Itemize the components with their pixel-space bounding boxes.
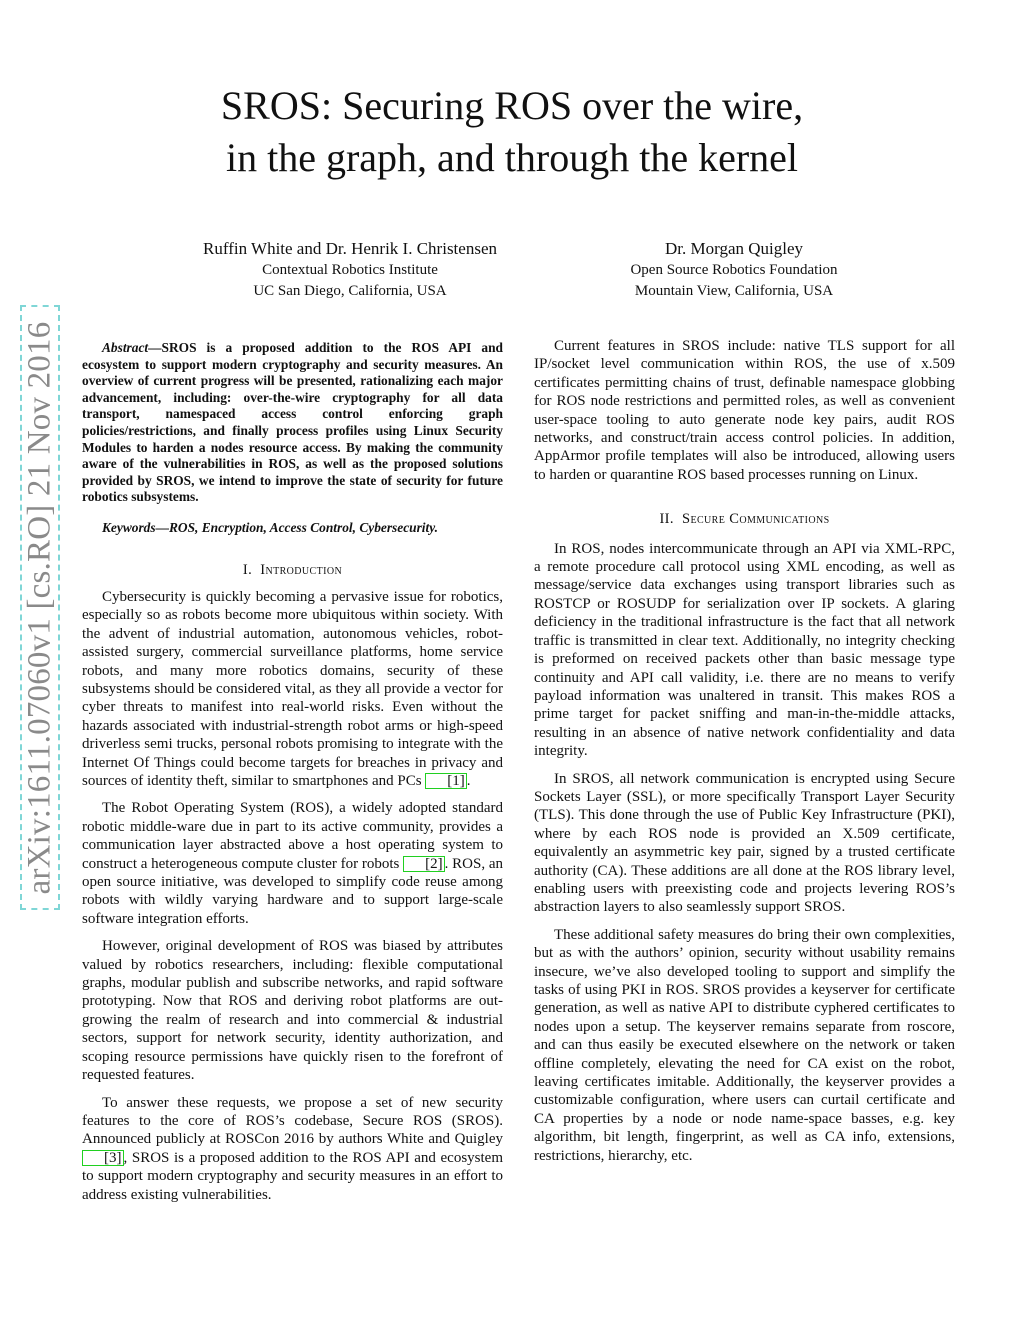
abstract-text: —SROS is a proposed addition to the ROS API and ecosystem to support modern cryptography and security measures. An overview of current progress will be presented, rationalizing each major advancement, including: over-the-wire cryptography for all data transport, namespaced access control enforcing graph policies/restrictions, and finally process profiles using Linux Security Modules to harden a nodes resource access. By making the community aware of the vulnerabilities in ROS, as well as the proposed solutions provided by SROS, we intend to improve the state of security for future robotics subsystems.	[82, 340, 503, 505]
keywords-text: —ROS, Encryption, Access Control, Cybersecurity.	[155, 519, 439, 535]
citation-number: 3	[109, 1149, 117, 1166]
keywords	[82, 520, 503, 537]
paragraph-text: .	[466, 773, 471, 789]
title-line-2: in the graph, and through the kernel	[225, 135, 799, 180]
paragraph-text: Cybersecurity is quickly becoming a pervasive issue for robotics, especially so as robots become more ubiquitous within society. With the advent of industrial automation, autonomous vehicles, robot-assisted surgery, commercial surveillance platforms, home service robots, and many more robotics domains, security of these subsystems should be considered vital, as they all provide a vector for cyber threats to manifest into real-world risks. Even without the hazards associated with industrial-strength robot arms or high-speed driverless semi trucks, personal robots promising to integrate with the Internet Of Things could become targets for breaches in privacy and sources of identity theft, similar to smartphones and PCs	[82, 588, 503, 789]
intro-paragraph	[82, 1094, 503, 1204]
author-names: Dr. Morgan Quigley	[664, 239, 804, 258]
author-block-left	[150, 238, 550, 302]
citation-link[interactable]: [2]	[403, 856, 445, 872]
arxiv-id: arXiv:1611.07060v1 [cs.RO] 21 Nov 2016	[21, 321, 58, 894]
section-number: II.	[659, 511, 674, 528]
arxiv-stamp	[20, 305, 60, 910]
secure-comm-paragraph: These additional safety measures do bring their own complexities, but as with the authors’ opinion, security without usability remains insecure, we’ve also developed tooling to support and simplify the tasks of using PKI in ROS. SROS provides a keyserver for certificate generation, as well as native API to distribute cyphered certificates to nodes upon a setup. The keyserver remains separate from roscore, and can thus easily be executed elsewhere on the network or taken offline completely, elevating the need for CA exist on the robot, leaving certificates imitable. Additionally, the keyserver provides a customizable configuration, where users can curtail certificate and CA properties by a node or node name-space basses, e.g. key algorithm, bit length, fingerprint, as well as CA info, extensions, restrictions, hierarchy, etc.	[534, 926, 955, 1164]
features-paragraph: Current features in SROS include: native TLS support for all IP/socket level communication within ROS, the use of x.509 certificates permitting chains of trust, definable namespace globbing for ROS node restrictions and permitted roles, as well as convenient user-space tooling to auto generate node key pairs, audit ROS networks, and construct/train access control policies. In addition, AppArmor profile templates will also be introduced, allowing users to harden or quarantine ROS based processes running on Linux.	[534, 338, 955, 483]
author-names: Ruffin White and Dr. Henrik I. Christensen	[203, 239, 497, 258]
abstract-label: Abstract	[102, 340, 149, 355]
author-affiliation: Open Source Robotics Foundation	[630, 262, 838, 278]
paragraph-text: , SROS is a proposed addition to the ROS API and ecosystem to support modern cryptography and security measures in an effort to address existing vulnerabilities.	[82, 1149, 503, 1203]
secure-comm-paragraph: In SROS, all network communication is encrypted using Secure Sockets Layer (SSL), or more specifically Transport Layer Security (TLS). This done through the use of Public Key Infrastructure (PKI), where by each ROS node is provided an X.509 certificate, equivalently an asymmetric key pair, signed by a trusted certificate authority (CA). These additions are all done at the ROS library level, enabling users with preexisting code and projects levering ROS’s abstraction layers to also seamlessly support SROS.	[534, 770, 955, 916]
secure-comm-paragraph: In ROS, nodes intercommunicate through an API via XML-RPC, a remote procedure call protocol using XML encoding, as well as message/service data exchanges using transport libraries such as ROSTCP or ROSUDP for serialization over IP sockets. A glaring deficiency in the traditional infrastructure is the fact that all network traffic is transmitted in clear text. Additionally, no integrity checking is preformed on received packets other than basic message type continuity and API call validity, i.e. there are no means to verify payload information was unaltered in transit. This makes ROS a prime target for packet sniffing and man-in-the-middle attacks, resulting in an absence of native network confidentiality and data integrity.	[534, 540, 955, 760]
citation-number: 1	[452, 773, 460, 789]
paragraph-text: To answer these requests, we propose a set of new security features to the core of ROS’s codebase, Secure ROS (SROS). Announced publicly at ROSCon 2016 by authors White and Quigley	[82, 1094, 503, 1148]
paper-title	[0, 80, 1024, 184]
abstract	[82, 340, 503, 506]
section-number: I.	[242, 561, 253, 578]
section-title: Introduction	[260, 561, 343, 578]
left-column	[82, 340, 503, 1213]
right-column	[534, 337, 955, 1174]
author-affiliation: Contextual Robotics Institute	[262, 262, 438, 278]
citation-link[interactable]: [3]	[82, 1150, 124, 1166]
section-title: Secure Communications	[682, 511, 830, 528]
paragraph-text: . ROS, an open source initiative, was developed to simplify code reuse among robots with wildly varying hardware and to support large-scale software integration efforts.	[82, 855, 503, 927]
section-heading-introduction	[82, 561, 503, 579]
citation-number: 2	[430, 855, 438, 872]
author-block-right	[534, 238, 934, 302]
intro-paragraph	[82, 799, 503, 928]
intro-paragraph	[82, 588, 503, 790]
author-location: UC San Diego, California, USA	[253, 283, 447, 299]
intro-paragraph: However, original development of ROS was biased by attributes valued by robotics researchers, including: flexible computational graphs, modular publish and subscribe networks, and rapid software prototyping. Now that ROS and deriving robot platforms are out-growing the realm of research and into commercial & industrial sectors, support for network security, identity authorization, and scoping resource permissions have quickly risen to the forefront of requested features.	[82, 938, 503, 1084]
paragraph-text: The Robot Operating System (ROS), a widely adopted standard robotic middle-ware due in part to its active community, provides a communication layer abstracted above a host operating system to construct a heterogeneous compute cluster for robots	[82, 800, 503, 872]
author-location: Mountain View, California, USA	[634, 283, 834, 299]
section-heading-secure-communications	[534, 510, 955, 528]
title-line-1: SROS: Securing ROS over the wire,	[220, 83, 804, 128]
citation-link[interactable]: [1]	[425, 773, 467, 789]
keywords-label: Keywords	[102, 519, 156, 535]
